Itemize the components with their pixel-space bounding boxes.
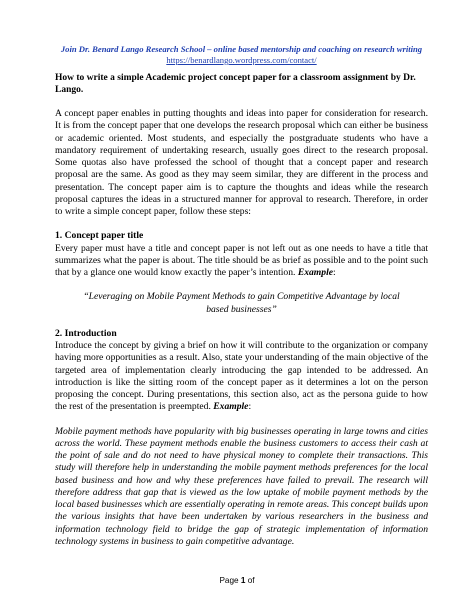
section2-body <box>55 340 428 414</box>
intro-paragraph: A concept paper enables in putting thoughts and ideas into paper for consideration for research. It is from the concept paper that one develops the research proposal which can either be business or academic oriented. Most students, and especially the postgraduate students who have a mandatory requirement of undertaking research, usually goes direct to the research proposal. Some quotas also have professed the school of thought that a concept paper and research proposal are the same. As good as they may seem similar, they are different in the process and presentation. The concept paper aim is to capture the thoughts and ideas while the research proposal captures the ideas in a structured manner for approval to research. Therefore, in order to write a simple concept paper, follow these steps: <box>55 108 428 217</box>
section1-example-label: Example <box>297 267 333 278</box>
section1-example-colon: : <box>333 267 336 278</box>
footer-page-number: 1 <box>240 576 246 585</box>
section2-example-label: Example <box>213 401 249 413</box>
footer-page-label: Page <box>219 576 239 585</box>
document-title: How to write a simple Academic project concept paper for a classroom assignment by Dr. Lango. <box>55 73 416 95</box>
section1-text: Every paper must have a title and concept paper is not left out as one needs to have a title that summarizes what the paper is about. The title should be as brief as possible and to the point such that by a glance one would know exactly the paper’s intention. <box>55 242 428 278</box>
section2-example-text: Mobile payment methods have popularity with big businesses operating in large towns and cities across the world. These payment methods enable the business customers to access their cash at the point of sale and do not need to have physical money to complete their transactions. This study will therefore help in understanding the mobile payment methods preferences for the local based business and how and why these preferences have failed to prevail. The research will therefore address that gap that is viewed as the low uptake of mobile payment methods by the local based businesses which are essentially operating in remote areas. This concept builds upon the various insights that have been undertaken by various researchers in the business and information technology field to bridge the gap of strategic implementation of information technology systems in business to gain competitive advantage. <box>55 425 428 547</box>
section2-text: Introduce the concept by giving a brief on how it will contribute to the organization or company having more opportunities as a result. Also, state your understanding of the main objective of the targeted area of implementation clearly introducing the gap intended to be addressed. An introduction is like the sitting room of the concept paper as it determines a lot on the person proposing the concept. During presentations, this section also, act as the persona guide to how the rest of the presentation is preempted. <box>55 340 428 413</box>
header-tagline: Join Dr. Benard Lango Research School – online based mentorship and coaching on research writing <box>60 44 423 54</box>
section1-heading: 1. Concept paper title <box>55 230 144 242</box>
page-footer <box>0 576 474 585</box>
page-header <box>55 44 428 66</box>
section1-body <box>55 243 428 280</box>
section2-heading: 2. Introduction <box>55 327 117 339</box>
section1-example-quote: “Leveraging on Mobile Payment Methods to gain Competitive Advantage by local based businesses” <box>83 291 400 315</box>
footer-of-label: of <box>247 576 255 585</box>
header-contact-link[interactable]: https://benardlango.wordpress.com/contact/ <box>166 55 317 65</box>
section2-example-colon: : <box>248 401 252 413</box>
